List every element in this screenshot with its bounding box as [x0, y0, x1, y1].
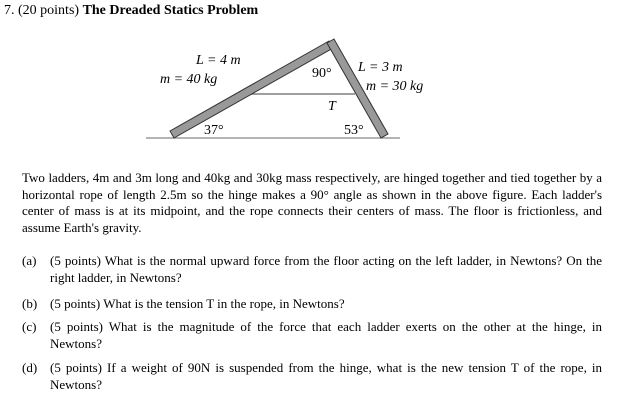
question-key: (a): [22, 253, 37, 268]
right-mass-label: m = 30 kg: [366, 79, 424, 94]
question-a: [22, 253, 602, 286]
problem-points: (20 points): [18, 3, 80, 18]
tension-label: T: [328, 99, 336, 114]
question-key: (c): [22, 319, 37, 334]
question-text: (5 points) What is the tension T in the rope, in Newtons?: [50, 296, 345, 311]
hinge-angle-label: 90°: [312, 66, 332, 81]
left-ladder: [170, 41, 333, 138]
question-c: [22, 319, 602, 352]
question-b: [22, 296, 602, 313]
question-key: (b): [22, 296, 38, 311]
left-angle-label: 37°: [204, 123, 224, 138]
ladder-figure: [0, 0, 617, 160]
left-length-label: L = 4 m: [196, 53, 241, 68]
problem-description: Two ladders, 4m and 3m long and 40kg and 30kg mass respectively, are hinged together and tied together by a horizontal rope of length 2.5m so the hinge makes a 90° angle as shown in the above figure. Each ladder's center of mass is at its midpoint, and the rope connects their centers of mass. The floor is frictionless, and assume Earth's gravity.: [22, 170, 602, 235]
problem-number: 7.: [4, 3, 15, 18]
problem-title: The Dreaded Statics Problem: [82, 3, 259, 18]
question-text: (5 points) What is the magnitude of the force that each ladder exerts on the other at the hinge, in Newtons?: [50, 319, 602, 351]
question-key: (d): [22, 360, 38, 375]
left-mass-label: m = 40 kg: [160, 72, 218, 87]
question-text: (5 points) If a weight of 90N is suspended from the hinge, what is the new tension T of the rope, in Newtons?: [50, 360, 602, 392]
right-length-label: L = 3 m: [358, 60, 403, 75]
right-angle-label: 53°: [344, 123, 364, 138]
question-d: [22, 360, 602, 393]
question-text: (5 points) What is the normal upward force from the floor acting on the left ladder, in Newtons? On the right ladder, in Newtons?: [50, 253, 602, 285]
